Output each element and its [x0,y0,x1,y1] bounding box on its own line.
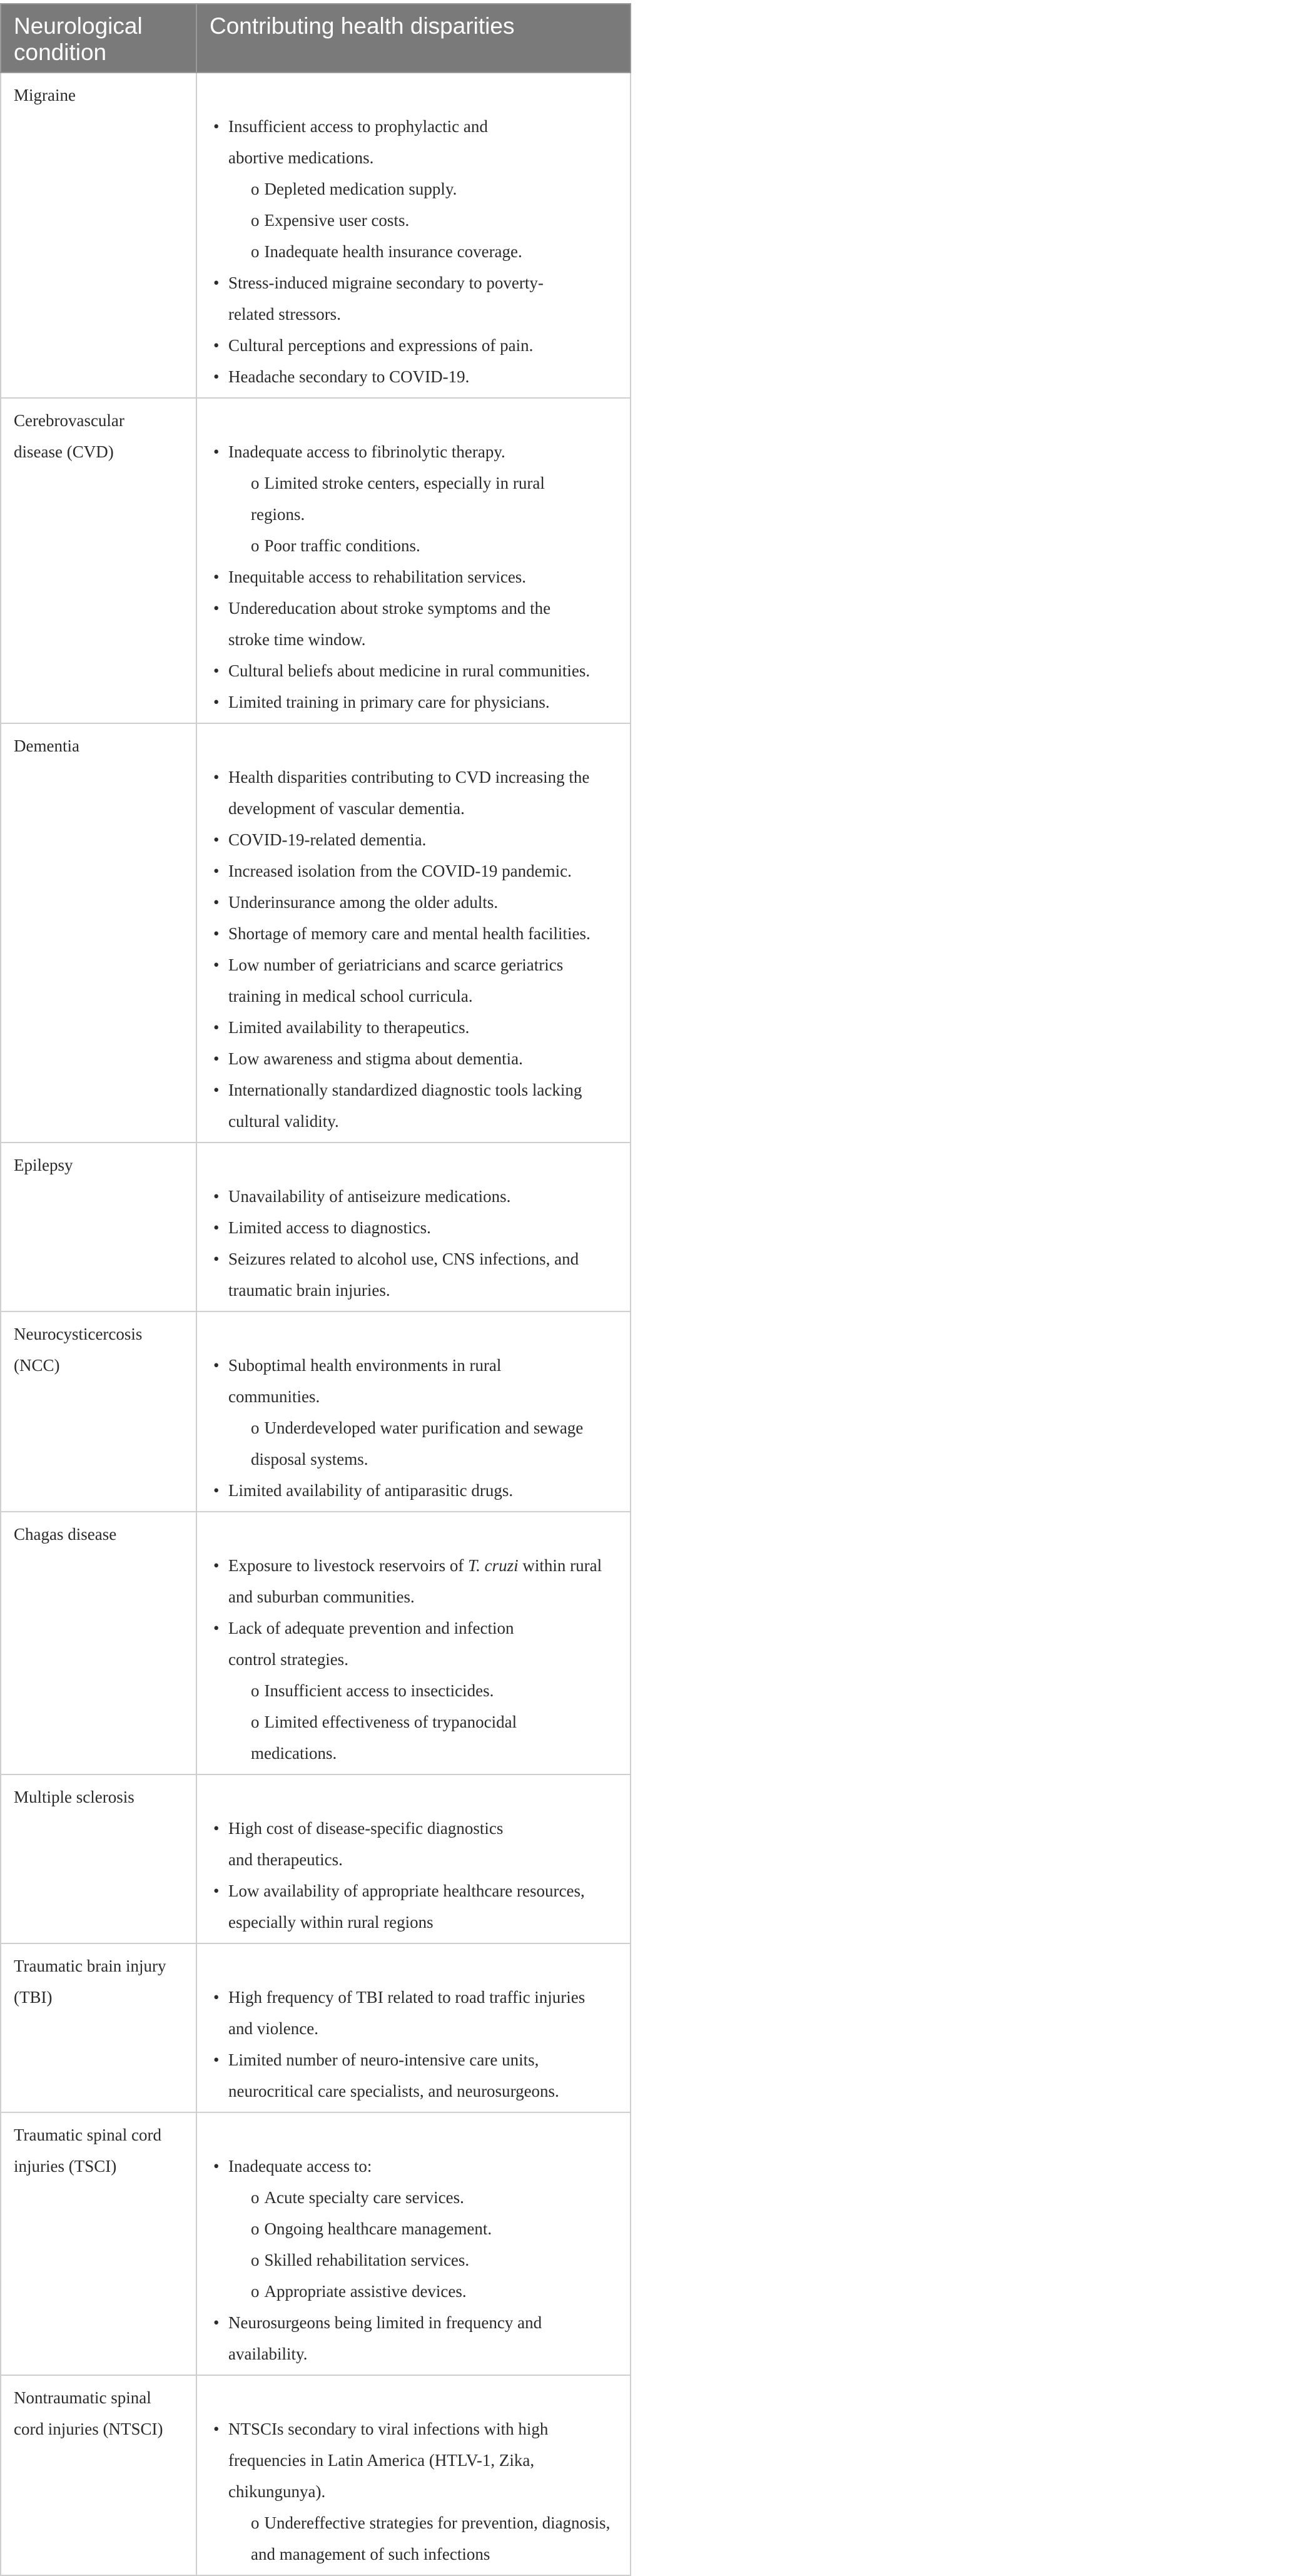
list-item: • Stress-induced migraine secondary to poverty-related stressors. [228,267,624,330]
disparity-text: Undereducation about stroke symptoms and the stroke time window. [228,599,551,649]
disparity-text: Underinsurance among the older adults. [228,893,499,912]
condition-cell: Cerebrovascular disease (CVD) [1,398,196,723]
list-item: • Exposure to livestock reservoirs of T. cruzi within rural and suburban communities. [228,1550,624,1612]
disparities-cell [196,1943,631,2112]
list-item: • Shortage of memory care and mental health facilities. [213,924,591,943]
disparity-list [213,2151,624,2370]
disparity-text: Shortage of memory care and mental health facilities. [228,924,591,943]
disparities-cell [196,1512,631,1774]
disparities-cell [196,1774,631,1943]
list-item: • Low availability of appropriate healthcare resources, especially within rural regions [228,1875,624,1938]
sub-item: o Poor traffic conditions. [251,536,420,555]
sub-item: o Limited effectiveness of trypanocidal medications. [251,1713,517,1763]
disparity-text: Limited access to diagnostics. [228,1218,431,1237]
list-item: • Unavailability of antiseizure medications. [213,1187,511,1206]
list-item: • Limited number of neuro-intensive care units, neurocritical care specialists, and neurosurgeons. [228,2044,624,2107]
sub-item: o Insufficient access to insecticides. [251,1681,494,1700]
list-item: • Underinsurance among the older adults. [213,893,499,912]
disparity-text: Cultural perceptions and expressions of pain. [228,336,534,355]
table-row [1,398,631,723]
list-item: • Seizures related to alcohol use, CNS infections, and traumatic brain injuries. [228,1243,624,1306]
list-item: • Inadequate access to fibrinolytic therapy. o Limited stroke centers, especially in rural regions. o Poor traffic conditions. [228,436,624,561]
condition-cell: Traumatic spinal cord injuries (TSCI) [1,2112,196,2375]
condition-cell: Migraine [1,73,196,398]
condition-cell: Traumatic brain injury (TBI) [1,1943,196,2112]
disparity-text: Unavailability of antiseizure medications. [228,1187,511,1206]
disparity-text: Neurosurgeons being limited in frequency and availability. [228,2313,542,2363]
disparity-text: Limited training in primary care for physicians. [228,693,550,711]
list-item: • Suboptimal health environments in rural communities. o Underdeveloped water purification and sewage disposal systems. [228,1350,624,1475]
sub-item: o Ongoing healthcare management. [251,2219,492,2238]
list-item: • Insufficient access to prophylactic and abortive medications. o Depleted medication supply. o Expensive user costs. o Inadequate health insurance coverage. [228,111,624,267]
condition-cell: Neurocysticercosis (NCC) [1,1311,196,1512]
disparity-list [213,1550,624,1769]
disparity-list [213,1813,624,1938]
disparity-text: Headache secondary to COVID-19. [228,367,470,386]
disparities-cell [196,723,631,1143]
header-row [1,4,631,73]
list-item: • Lack of adequate prevention and infection control strategies. o Insufficient access to insecticides. o Limited effectiveness of trypanocidal medications. [228,1612,624,1769]
disparity-text: Inadequate access to: [228,2157,372,2176]
health-disparities-table [0,3,631,2576]
sub-item: o Expensive user costs. [251,211,410,230]
table-row [1,1311,631,1512]
condition-cell: Nontraumatic spinal cord injuries (NTSCI) [1,2375,196,2575]
table-row [1,1143,631,1311]
list-item: • Limited training in primary care for physicians. [213,693,550,711]
table-row [1,723,631,1143]
disparity-text: Inadequate access to fibrinolytic therapy. [228,442,505,461]
disparity-list [213,1982,624,2107]
list-item: • Inadequate access to: o Acute specialty care services. o Ongoing healthcare management. o Skilled rehabilitation services. o Appropriate assistive devices. [228,2151,624,2307]
disparity-text: Low awareness and stigma about dementia. [228,1049,523,1068]
disparities-cell [196,2112,631,2375]
sub-item: o Undereffective strategies for prevention, diagnosis, and management of such infections [251,2513,611,2563]
list-item: • Low awareness and stigma about dementia. [213,1049,523,1068]
list-item: • Limited access to diagnostics. [213,1218,431,1237]
disparities-cell [196,398,631,723]
header-contributing-disparities: Contributing health disparities [196,4,631,73]
disparity-text: Health disparities contributing to CVD increasing the development of vascular dementia. [228,768,590,818]
disparity-text: High frequency of TBI related to road traffic injuries and violence. [228,1988,586,2038]
table-row [1,73,631,398]
table-row [1,1774,631,1943]
disparity-text: Limited availability to therapeutics. [228,1018,470,1037]
table-row [1,2112,631,2375]
condition-cell: Multiple sclerosis [1,1774,196,1943]
disparities-cell [196,1311,631,1512]
condition-cell: Chagas disease [1,1512,196,1774]
disparity-text: COVID-19-related dementia. [228,830,427,849]
disparity-text: Suboptimal health environments in rural communities. [228,1356,502,1406]
condition-cell: Epilepsy [1,1143,196,1311]
list-item: • Undereducation about stroke symptoms and the stroke time window. [228,593,624,655]
disparity-text: Low number of geriatricians and scarce geriatrics training in medical school curricula. [228,955,564,1005]
list-item: • Internationally standardized diagnostic tools lacking cultural validity. [228,1074,624,1137]
disparity-text: Exposure to livestock reservoirs of T. cruzi within rural and suburban communities. [228,1556,602,1606]
table-row [1,1512,631,1774]
sub-item: o Depleted medication supply. [251,180,457,198]
list-item: • High cost of disease-specific diagnostics and therapeutics. [228,1813,624,1875]
list-item: • High frequency of TBI related to road traffic injuries and violence. [228,1982,624,2044]
disparity-text: Limited availability of antiparasitic drugs. [228,1481,514,1500]
disparities-cell [196,73,631,398]
disparity-list [213,111,624,392]
header-neurological-condition: Neurological condition [1,4,196,73]
list-item: • Limited availability to therapeutics. [213,1018,470,1037]
condition-cell: Dementia [1,723,196,1143]
disparity-text: Lack of adequate prevention and infection control strategies. [228,1619,514,1669]
sub-item: o Limited stroke centers, especially in rural regions. [251,474,545,524]
disparity-text: Increased isolation from the COVID-19 pandemic. [228,862,572,880]
sub-item: o Acute specialty care services. [251,2188,464,2207]
sub-item: o Underdeveloped water purification and sewage disposal systems. [251,1418,584,1469]
disparity-text: Low availability of appropriate healthcare resources, especially within rural regions [228,1881,585,1932]
list-item: • Cultural perceptions and expressions of pain. [213,336,534,355]
list-item: • Health disparities contributing to CVD increasing the development of vascular dementia. [228,761,624,824]
sub-item: o Skilled rehabilitation services. [251,2251,470,2269]
list-item: • Headache secondary to COVID-19. [213,367,470,386]
disparity-list [213,2413,624,2570]
disparities-cell [196,2375,631,2575]
table-row [1,2375,631,2575]
disparity-text: Inequitable access to rehabilitation services. [228,568,527,586]
disparity-list [213,436,624,718]
disparity-list [213,1181,624,1306]
sub-item: o Inadequate health insurance coverage. [251,242,522,261]
list-item: • Low number of geriatricians and scarce geriatrics training in medical school curricula. [228,949,624,1012]
disparity-text: NTSCIs secondary to viral infections with high frequencies in Latin America (HTLV-1, Zika, chikungunya). [228,2420,549,2501]
disparity-list [213,761,624,1137]
disparity-text: Cultural beliefs about medicine in rural communities. [228,661,591,680]
disparity-text: High cost of disease-specific diagnostics and therapeutics. [228,1819,504,1869]
list-item: • COVID-19-related dementia. [213,830,427,849]
list-item: • Neurosurgeons being limited in frequency and availability. [228,2307,624,2370]
list-item: • Inequitable access to rehabilitation services. [213,568,527,586]
list-item: • Cultural beliefs about medicine in rural communities. [213,661,591,680]
disparity-text: Stress-induced migraine secondary to poverty-related stressors. [228,273,544,323]
disparity-list [213,1350,624,1506]
list-item: • NTSCIs secondary to viral infections with high frequencies in Latin America (HTLV-1, Zika, chikungunya). o Undereffective strategies for prevention, diagnosis, and management of such infections [228,2413,624,2570]
disparity-text: Seizures related to alcohol use, CNS infections, and traumatic brain injuries. [228,1250,579,1300]
list-item: • Limited availability of antiparasitic drugs. [213,1481,514,1500]
disparity-text: Internationally standardized diagnostic tools lacking cultural validity. [228,1081,582,1131]
disparity-text: Insufficient access to prophylactic and abortive medications. [228,117,488,167]
table-row [1,1943,631,2112]
disparities-cell [196,1143,631,1311]
list-item: • Increased isolation from the COVID-19 pandemic. [213,862,572,880]
sub-item: o Appropriate assistive devices. [251,2282,467,2301]
disparity-text: Limited number of neuro-intensive care units, neurocritical care specialists, and neurosurgeons. [228,2050,559,2100]
